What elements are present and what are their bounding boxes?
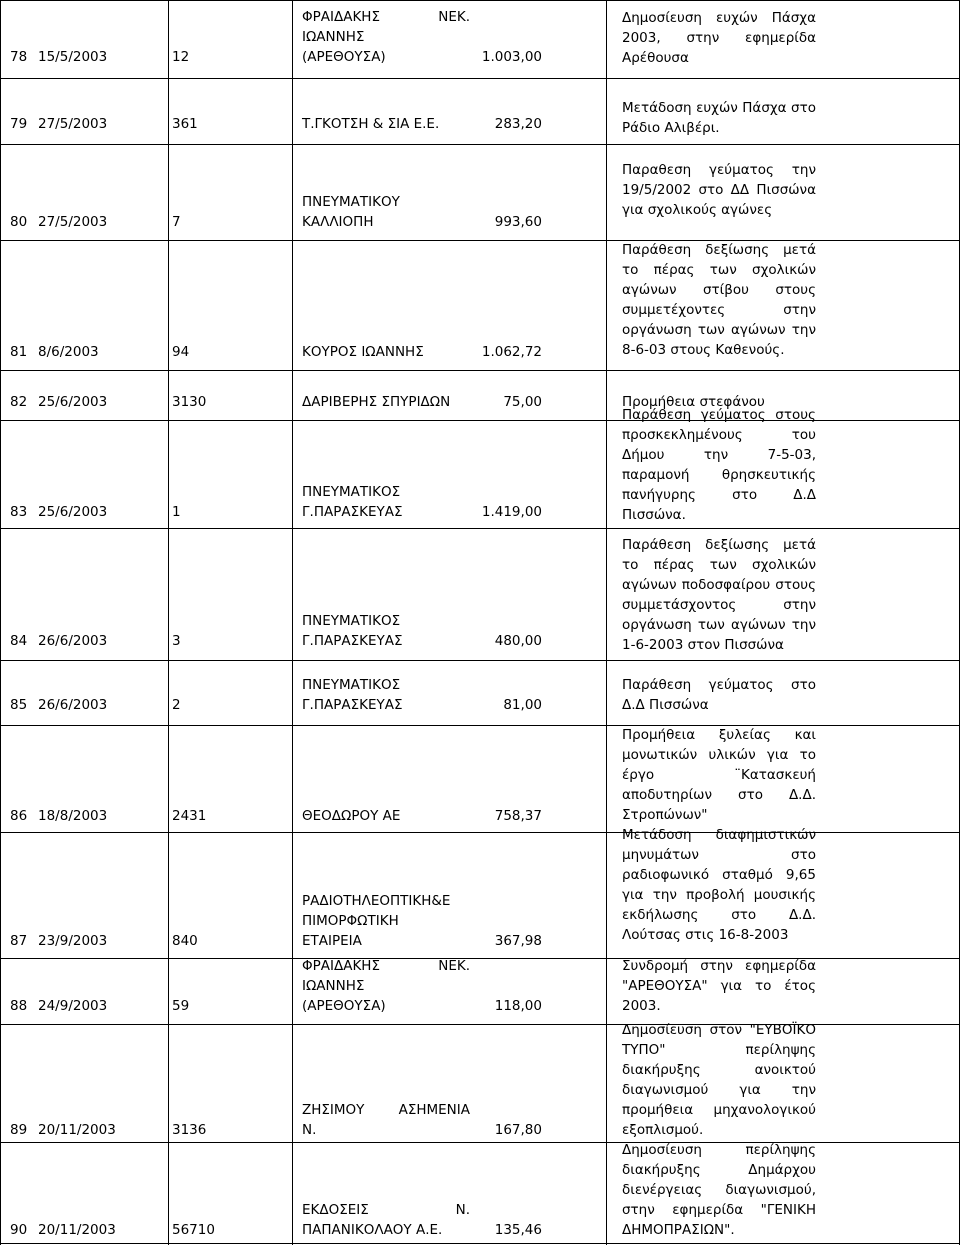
payee-line: ΡΑΔΙΟΤΗΛΕΟΠΤΙΚΗ&Ε (302, 893, 451, 909)
amount: 367,98 (494, 933, 542, 949)
payee-word: ΦΡΑΙΔΑΚΗΣ (302, 958, 380, 974)
description-text: Δημοσίευση περίληψης διακήρυξης Δημάρχου διενέργειας διαγωνισμού, στην εφημερίδα "ΓΕΝΙΚΗ ΔΗΜΟΠΡΑΣΙΩΝ". (622, 1142, 816, 1238)
description-text: Παράθεση γεύματος στο Δ.Δ Πισσώνα (622, 677, 816, 713)
row-divider (0, 725, 960, 726)
payee-line (302, 7, 470, 27)
payee-name (302, 1200, 477, 1240)
payee-word: ΦΡΑΙΔΑΚΗΣ (302, 9, 380, 25)
entry-date: 18/8/2003 (38, 808, 108, 824)
entry-date: 20/11/2003 (38, 1222, 116, 1238)
payee-line: Γ.ΠΑΡΑΣΚΕΥΑΣ (302, 633, 403, 649)
payee-line (302, 956, 470, 976)
row-divider (0, 0, 960, 1)
entry-number: 86 (10, 808, 28, 824)
payee-line: ΕΤΑΙΡΕΙΑ (302, 933, 362, 949)
payee-name (302, 891, 477, 951)
amount: 283,20 (494, 116, 542, 132)
voucher-number: 56710 (172, 1222, 215, 1238)
payee-name (302, 192, 477, 232)
description (622, 825, 816, 945)
payee-line: ΠΝΕΥΜΑΤΙΚΟΥ (302, 194, 400, 210)
row-divider (0, 420, 960, 421)
payee-word: ΕΚΔΟΣΕΙΣ (302, 1202, 369, 1218)
description-text: Παράθεση γεύματος στους προσκεκλημένους του Δήμου την 7-5-03, παραμονή θρησκευτικής πανήγυρης στο Δ.Δ Πισσώνα. (622, 407, 816, 523)
description (622, 1020, 816, 1140)
payee-line: (ΑΡΕΘΟΥΣΑ) (302, 998, 386, 1014)
description (622, 725, 816, 825)
payee-name (302, 956, 477, 1016)
voucher-number: 3 (172, 633, 181, 649)
voucher-number: 3130 (172, 394, 207, 410)
entry-number: 83 (10, 504, 28, 520)
payee-line: ΚΟΥΡΟΣ ΙΩΑΝΝΗΣ (302, 344, 424, 360)
voucher-number: 59 (172, 998, 190, 1014)
voucher-number: 361 (172, 116, 198, 132)
row-divider (0, 528, 960, 529)
voucher-number: 3136 (172, 1122, 207, 1138)
entry-date: 20/11/2003 (38, 1122, 116, 1138)
payee-name (302, 392, 477, 412)
row-divider (0, 144, 960, 145)
description (622, 675, 816, 715)
payee-line: Ν. (302, 1122, 317, 1138)
amount: 118,00 (494, 998, 542, 1014)
description-text: Συνδρομή στην εφημερίδα "ΑΡΕΘΟΥΣΑ" για το έτος 2003. (622, 958, 816, 1014)
payee-line: ΠΝΕΥΜΑΤΙΚΟΣ (302, 484, 401, 500)
description-text: Προμήθεια στεφάνου (622, 394, 765, 410)
amount: 1.062,72 (481, 344, 542, 360)
payee-line: ΠΝΕΥΜΑΤΙΚΟΣ (302, 613, 401, 629)
row-divider (0, 1243, 960, 1244)
row-divider (0, 370, 960, 371)
payee-name (302, 611, 477, 651)
voucher-number: 7 (172, 214, 181, 230)
description (622, 956, 816, 1016)
entry-number: 84 (10, 633, 28, 649)
payee-line (302, 1200, 470, 1220)
payee-name (302, 482, 477, 522)
voucher-number: 840 (172, 933, 198, 949)
entry-number: 89 (10, 1122, 28, 1138)
payee-line: (ΑΡΕΘΟΥΣΑ) (302, 49, 386, 65)
column-divider (168, 0, 169, 1245)
description-text: Δημοσίευση ευχών Πάσχα 2003, στην εφημερίδα Αρέθουσα (622, 10, 816, 66)
description (622, 8, 816, 68)
amount: 81,00 (503, 697, 542, 713)
payee-line: Γ.ΠΑΡΑΣΚΕΥΑΣ (302, 504, 403, 520)
payee-word: Ν. (455, 1202, 470, 1218)
payee-line: ΙΩΑΝΝΗΣ (302, 29, 365, 45)
payee-line: ΙΩΑΝΝΗΣ (302, 978, 365, 994)
entry-number: 81 (10, 344, 28, 360)
payee-name (302, 7, 477, 67)
voucher-number: 94 (172, 344, 190, 360)
entry-date: 27/5/2003 (38, 116, 108, 132)
description (622, 98, 816, 138)
payee-name (302, 1100, 477, 1140)
description-text: Παράθεση δεξίωσης μετά το πέρας των σχολικών αγώνων ποδοσφαίρου στους συμμετάσχοντος στην οργάνωση των αγώνων την 1-6-2003 στον Πισσώνα (622, 537, 816, 653)
description (622, 160, 816, 220)
payee-line: Τ.ΓΚΟΤΣΗ & ΣΙΑ Ε.Ε. (302, 116, 440, 132)
payee-line: Γ.ΠΑΡΑΣΚΕΥΑΣ (302, 697, 403, 713)
voucher-number: 2 (172, 697, 181, 713)
payee-word: ΝΕΚ. (438, 958, 470, 974)
description (622, 405, 816, 525)
row-divider (0, 958, 960, 959)
entry-number: 88 (10, 998, 28, 1014)
payee-line: ΠΙΜΟΡΦΩΤΙΚΗ (302, 913, 399, 929)
row-divider (0, 660, 960, 661)
payee-name (302, 806, 477, 826)
payee-line (302, 1100, 470, 1120)
description-text: Παράθεση δεξίωσης μετά το πέρας των σχολικών αγώνων στίβου στους συμμετέχοντες στην οργάνωση των αγώνων την 8-6-03 στους Καθενούς. (622, 242, 816, 358)
amount: 758,37 (494, 808, 542, 824)
entry-number: 85 (10, 697, 28, 713)
entry-number: 79 (10, 116, 28, 132)
entry-date: 15/5/2003 (38, 49, 108, 65)
entry-date: 24/9/2003 (38, 998, 108, 1014)
entry-number: 90 (10, 1222, 28, 1238)
payee-line: ΠΑΠΑΝΙΚΟΛΑΟΥ Α.Ε. (302, 1222, 443, 1238)
payee-name (302, 342, 477, 362)
amount: 75,00 (503, 394, 542, 410)
payee-line: ΘΕΟΔΩΡΟΥ ΑΕ (302, 808, 401, 824)
column-divider (292, 0, 293, 1245)
column-divider (0, 0, 1, 1245)
payee-word: ΖΗΣΙΜΟΥ (302, 1102, 365, 1118)
row-divider (0, 240, 960, 241)
description-text: Προμήθεια ξυλείας και μονωτικών υλικών για το έργο ¨Κατασκευή αποδυτηρίων στο Δ.Δ. Στροπώνων" (622, 727, 816, 823)
entry-number: 78 (10, 49, 28, 65)
payee-name (302, 675, 477, 715)
description-text: Μετάδοση ευχών Πάσχα στο Ράδιο Αλιβέρι. (622, 100, 816, 136)
amount: 167,80 (494, 1122, 542, 1138)
entry-date: 25/6/2003 (38, 504, 108, 520)
payee-line: ΠΝΕΥΜΑΤΙΚΟΣ (302, 677, 401, 693)
description-text: Μετάδοση διαφημιστικών μηνυμάτων στο ραδιοφωνικό σταθμό 9,65 για την προβολή μουσικής εκδήλωσης στο Δ.Δ. Λούτσας στις 16-8-2003 (622, 827, 816, 943)
voucher-number: 2431 (172, 808, 207, 824)
voucher-number: 12 (172, 49, 190, 65)
amount: 480,00 (494, 633, 542, 649)
description (622, 240, 816, 360)
row-divider (0, 832, 960, 833)
description (622, 1140, 816, 1240)
payee-name (302, 114, 477, 134)
payee-word: ΑΣΗΜΕΝΙΑ (398, 1102, 470, 1118)
entry-date: 23/9/2003 (38, 933, 108, 949)
entry-date: 27/5/2003 (38, 214, 108, 230)
row-divider (0, 1142, 960, 1143)
amount: 1.003,00 (481, 49, 542, 65)
description (622, 535, 816, 655)
payee-line: ΚΑΛΛΙΟΠΗ (302, 214, 374, 230)
amount: 993,60 (494, 214, 542, 230)
amount: 135,46 (494, 1222, 542, 1238)
entry-number: 87 (10, 933, 28, 949)
payee-line: ΔΑΡΙΒΕΡΗΣ ΣΠΥΡΙΔΩΝ (302, 394, 451, 410)
entry-date: 25/6/2003 (38, 394, 108, 410)
description-text: Παραθεση γεύματος την 19/5/2002 στο ΔΔ Πισσώνα για σχολικούς αγώνες (622, 162, 816, 218)
row-divider (0, 1024, 960, 1025)
entry-date: 26/6/2003 (38, 633, 108, 649)
entry-date: 8/6/2003 (38, 344, 99, 360)
payee-word: ΝΕΚ. (438, 9, 470, 25)
row-divider (0, 78, 960, 79)
column-divider (606, 0, 607, 1245)
voucher-number: 1 (172, 504, 181, 520)
entry-number: 82 (10, 394, 28, 410)
entry-date: 26/6/2003 (38, 697, 108, 713)
amount: 1.419,00 (481, 504, 542, 520)
entry-number: 80 (10, 214, 28, 230)
description-text: Δημοσίευση στον "ΕΥΒΟΪΚΟ ΤΥΠΟ" περίληψης διακήρυξης ανοικτού διαγωνισμού για την προμήθεια μηχανολογικού εξοπλισμού. (622, 1022, 816, 1138)
